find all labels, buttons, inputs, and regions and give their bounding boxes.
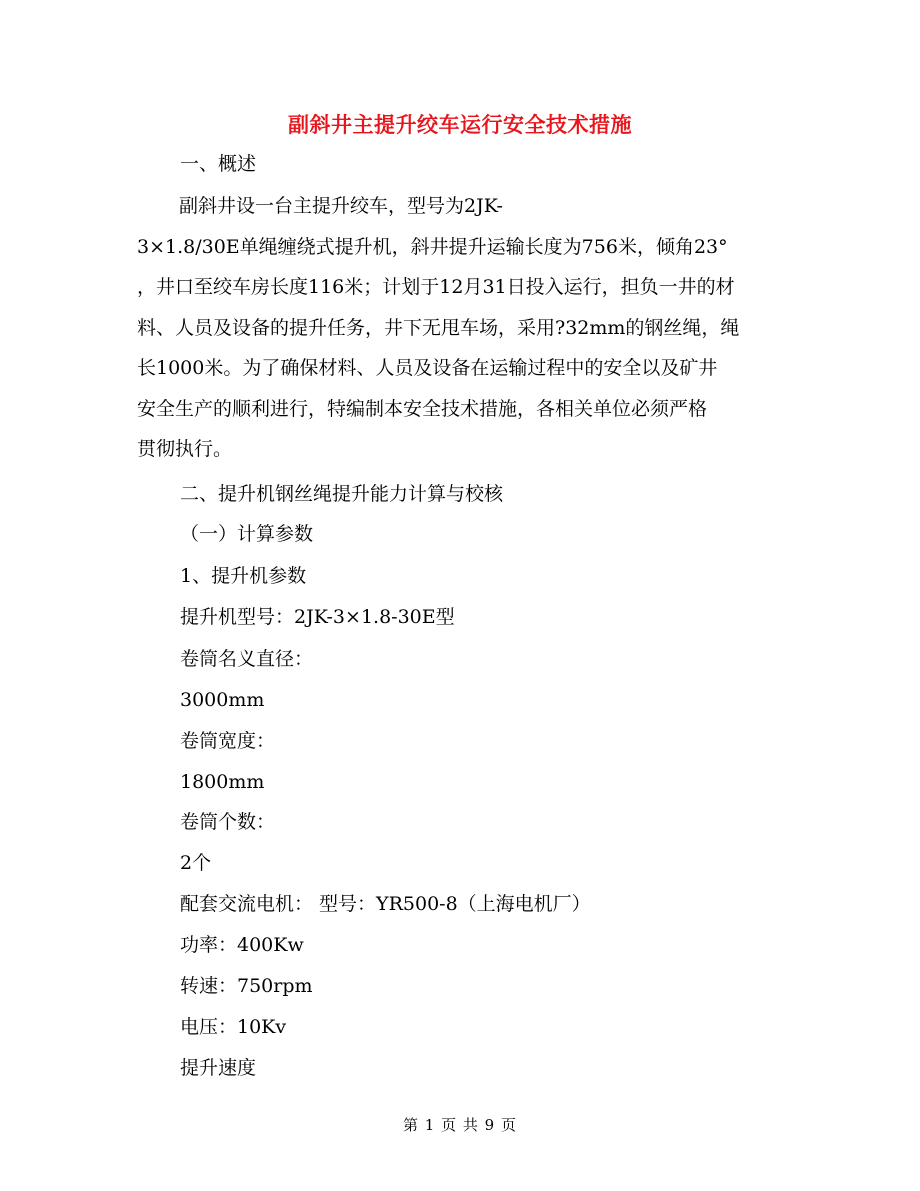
- overview-line: 安全生产的顺利进行，特编制本安全技术措施，各相关单位必须严格: [137, 397, 708, 420]
- param-voltage: 电压：10Kv: [180, 1016, 287, 1038]
- page-footer: 第 1 页 共 9 页: [403, 1116, 517, 1134]
- overview-line: 料、人员及设备的提升任务，井下无甩车场，采用?32mm的钢丝绳，绳: [137, 316, 740, 339]
- param-drum-count-label: 卷筒个数：: [180, 811, 276, 833]
- item-heading-hoist: 1、提升机参数: [180, 565, 307, 587]
- section-heading-overview: 一、概述: [180, 153, 257, 175]
- param-power: 功率：400Kw: [180, 934, 304, 956]
- overview-paragraph: [137, 186, 777, 470]
- subsection-heading-parameters: （一）计算参数: [180, 523, 314, 545]
- param-drum-diameter-value: 3000mm: [180, 689, 265, 711]
- param-drum-width-label: 卷筒宽度：: [180, 730, 276, 752]
- overview-line: ，井口至绞车房长度116米；计划于12月31日投入运行，担负一井的材: [137, 276, 735, 298]
- overview-line: 3×1.8/30E单绳缠绕式提升机，斜井提升运输长度为756米，倾角23°: [137, 235, 728, 258]
- overview-line: 贯彻执行。: [137, 438, 233, 460]
- overview-line: 长1000米。为了确保材料、人员及设备在运输过程中的安全以及矿井: [137, 357, 718, 379]
- param-hoist-speed: 提升速度: [180, 1057, 257, 1079]
- param-speed: 转速：750rpm: [180, 975, 313, 997]
- param-drum-width-value: 1800mm: [180, 771, 265, 793]
- document-title: 副斜井主提升绞车运行安全技术措施: [288, 112, 632, 137]
- section-heading-calculation: 二、提升机钢丝绳提升能力计算与校核: [180, 483, 504, 505]
- param-hoist-model: 提升机型号：2JK-3×1.8-30E型: [180, 606, 455, 628]
- param-motor-model: 配套交流电机： 型号：YR500-8（上海电机厂）: [180, 893, 591, 915]
- param-drum-count-value: 2个: [180, 852, 212, 874]
- overview-line: 副斜井设一台主提升绞车，型号为2JK-: [179, 195, 503, 217]
- param-drum-diameter-label: 卷筒名义直径：: [180, 648, 314, 670]
